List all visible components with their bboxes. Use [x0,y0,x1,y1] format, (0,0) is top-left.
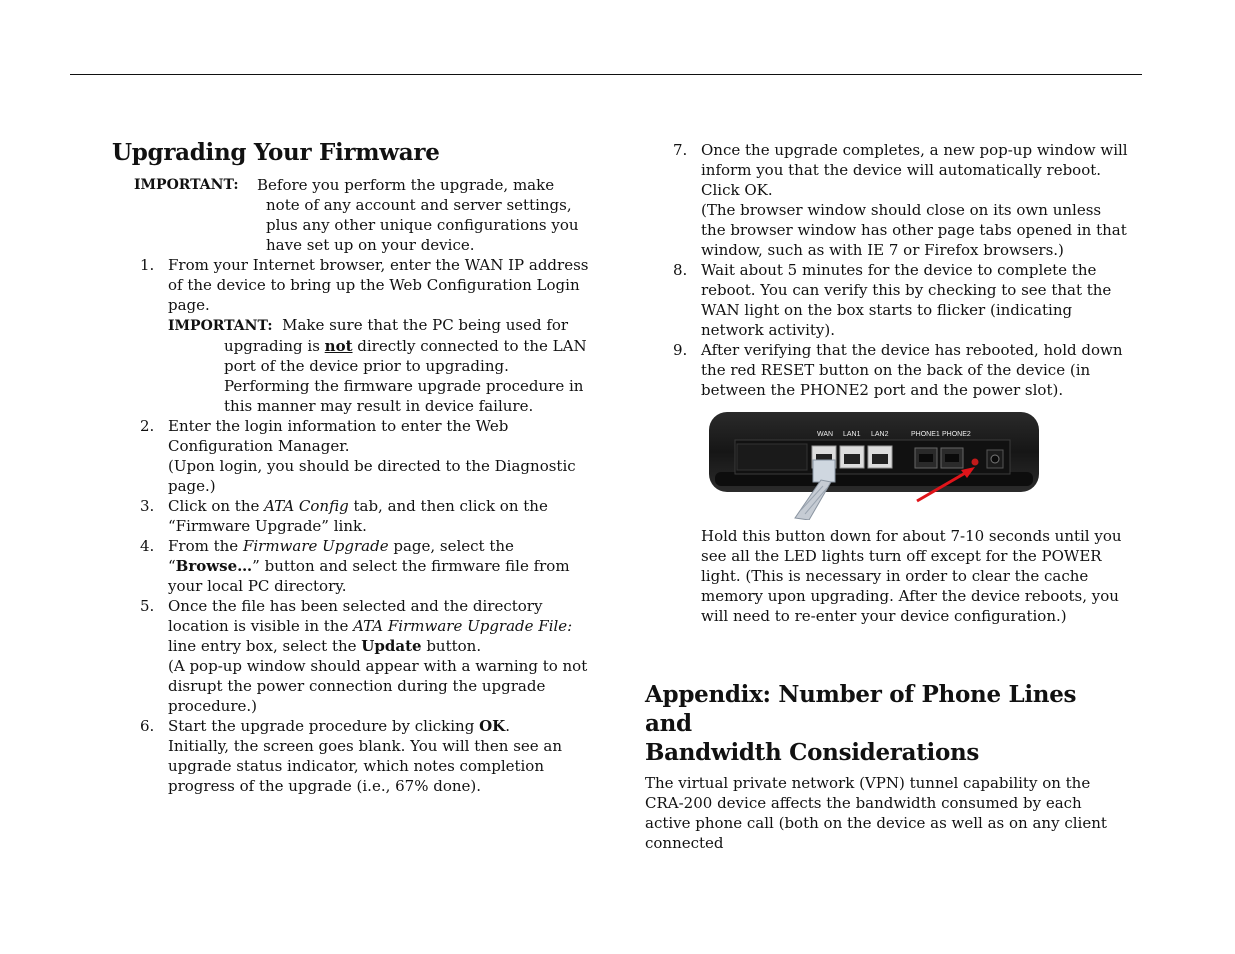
step-note: (The browser window should close on its own unless the browser window has other page tabs opened in that window, such as with IE 7 or Firefox browsers.) [701,201,1127,259]
list-item [112,716,592,796]
section-heading-appendix [645,680,1130,767]
step-note: (Upon login, you should be directed to the Diagnostic page.) [168,457,576,495]
list-item [645,140,1130,260]
list-item [112,596,592,716]
step-text: Start the upgrade procedure by clicking OK. [168,717,510,735]
firmware-steps-list-continued [645,140,1130,400]
step-number: 5. [140,597,155,615]
step-number: 8. [673,261,688,279]
list-item [112,255,592,416]
important-note [112,175,592,255]
after-photo-text: Hold this button down for about 7-10 seconds until you see all the LED lights turn off except for the POWER light. (This is necessary in order to clear the cache memory upon upgrading. After the device reboots, you will need to re-enter your device configuration.) [701,527,1122,625]
port-label: PHONE1 [911,431,940,438]
appendix-heading-line1: Appendix: Number of Phone Lines and [645,681,1077,737]
important-label: IMPORTANT: [134,177,239,193]
emphasis-firmware-upgrade: Firmware Upgrade [242,537,389,555]
left-column [112,138,592,796]
reset-button [972,459,979,466]
step-number: 3. [140,497,155,515]
list-item [112,496,592,536]
step1-important-label: IMPORTANT: [168,318,273,334]
step-text: After verifying that the device has rebooted, hold down the red RESET button on the back of the device (in between the PHONE2 port and the power slot). [701,341,1123,399]
step1-important-note [168,315,592,416]
port-label: WAN [817,431,834,438]
step1-important-pre: Make sure that the PC being used for upgrading is [224,316,569,355]
section-heading-firmware: Upgrading Your Firmware [112,139,440,166]
step-text: From your Internet browser, enter the WAN IP address of the device to bring up the Web Configuration Login page. [168,256,589,314]
emphasis-ata-config: ATA Config [264,497,349,515]
list-item [645,340,1130,400]
device-back-illustration [709,410,1041,520]
step-number: 1. [140,256,155,274]
step1-important-underline: not [324,337,353,355]
important-text: Before you perform the upgrade, make note of any account and server settings, plus any other unique configurations you have set up on your device. [257,176,579,254]
appendix-section [645,680,1130,853]
device-back-photo [709,410,1041,520]
header-rule [70,74,1142,75]
strong-ok: OK [479,717,506,735]
strong-browse: Browse… [175,557,253,575]
port-label: PHONE2 [942,431,971,438]
appendix-heading-line2: Bandwidth Considerations [645,739,980,766]
strong-update: Update [361,637,422,655]
step-text: Once the upgrade completes, a new pop-up window will inform you that the device will automatically reboot. Click OK. [701,141,1128,199]
port-label: LAN2 [871,431,889,438]
step-number: 9. [673,341,688,359]
right-column [645,140,1130,853]
appendix-body: The virtual private network (VPN) tunnel capability on the CRA-200 device affects the bandwidth consumed by each active phone call (both on the device as well as on any client connected [645,774,1107,852]
step-note: (A pop-up window should appear with a warning to not disrupt the power connection during the upgrade procedure.) [168,657,588,715]
emphasis-upgrade-file: ATA Firmware Upgrade File: [353,617,573,635]
step-text: Click on the ATA Config tab, and then click on the “Firmware Upgrade” link. [168,497,548,535]
step-number: 2. [140,417,155,435]
step-text: Enter the login information to enter the Web Configuration Manager. [168,417,509,455]
step-number: 6. [140,717,155,735]
step-number: 7. [673,141,688,159]
list-item [112,536,592,596]
list-item [645,260,1130,340]
port-label: LAN1 [843,431,861,438]
step-number: 4. [140,537,155,555]
step1-important-post: directly connected to the LAN port of the device prior to upgrading. Performing the firmware upgrade procedure in this manner may result in device failure. [224,337,587,415]
firmware-steps-list [112,255,592,796]
step-note: Initially, the screen goes blank. You will then see an upgrade status indicator, which notes completion progress of the upgrade (i.e., 67% done). [168,737,563,795]
step-text: From the Firmware Upgrade page, select the “Browse…” button and select the firmware file from your local PC directory. [168,537,570,595]
step-text: Wait about 5 minutes for the device to complete the reboot. You can verify this by checking to see that the WAN light on the box starts to flicker (indicating network activity). [701,261,1112,339]
list-item [112,416,592,496]
step-text: Once the file has been selected and the directory location is visible in the ATA Firmware Upgrade File: line entry box, select the Update button. [168,597,573,655]
power-slot [987,450,1003,468]
